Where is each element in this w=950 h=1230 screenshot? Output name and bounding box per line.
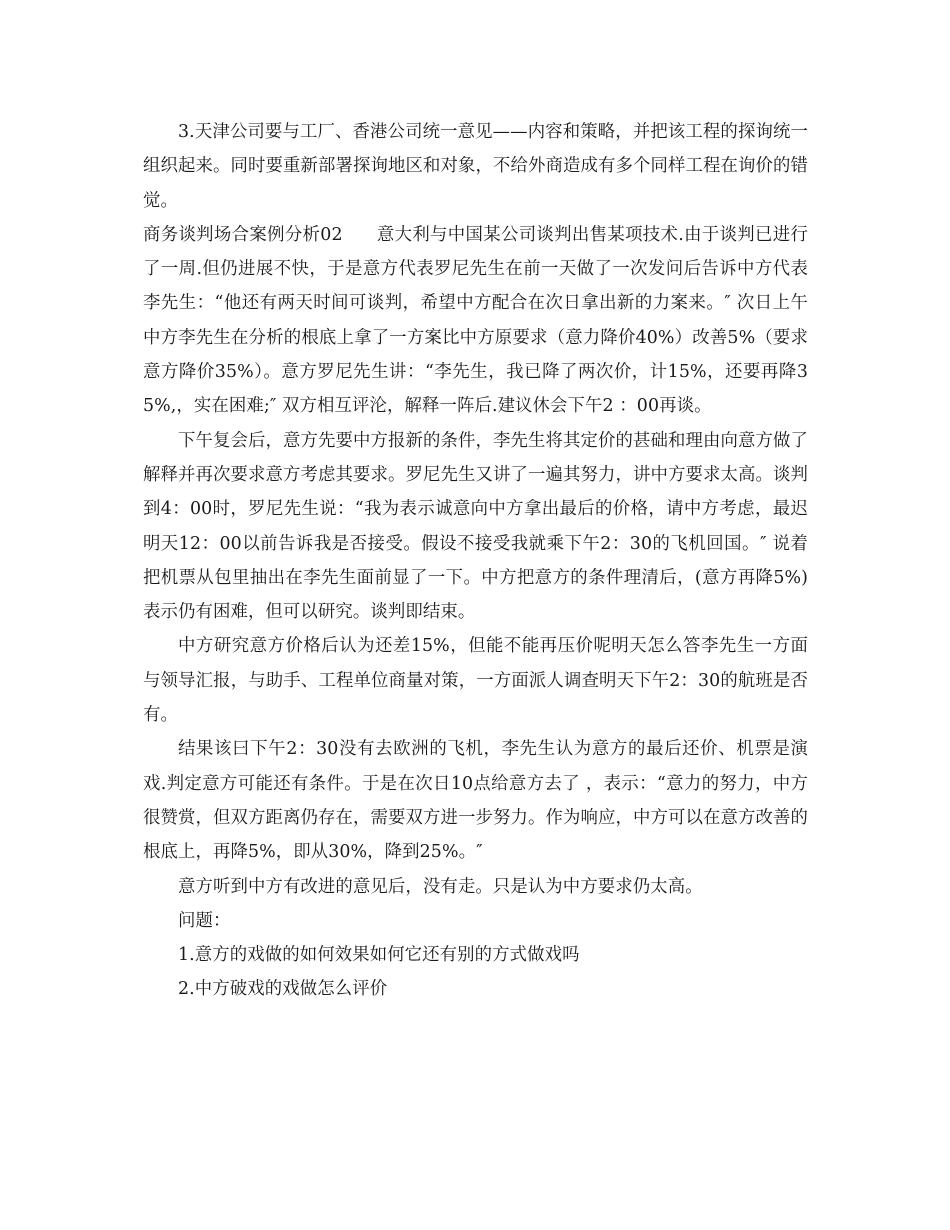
case-heading: 商务谈判场合案例分析02 <box>143 224 343 245</box>
question-2: 2.中方破戏的戏做怎么评价 <box>178 979 388 1000</box>
questions-label: 问题： <box>178 910 231 931</box>
paragraph-2 <box>143 218 808 424</box>
document-body <box>143 115 808 1007</box>
paragraph-4: 中方研究意方价格后认为还差15%，但能不能再压价呢明天怎么答李先生一方面与领导汇报，与助手、工程单位商量对策，一方面派人调查明天下午2：30的航班是否有。 <box>143 636 808 726</box>
paragraph-2-text: 意大利与中国某公司谈判出售某项技术.由于谈判已进行了一周.但仍进展不快，于是意方代表罗尼先生在前一天做了一次发问后告诉中方代表李先生：“他还有两天时间可谈判，希望中方配合在次日拿出新的力案来。″ 次日上午中方李先生在分析的根底上拿了一方案比中方原要求（意力降价40%）改善5%（要求意方降价35%）。意方罗尼先生讲：“李先生，我已降了两次价，计15%，还要再降35%,，实在困难;″ 双方相互评沦，解释一阵后.建议休会下午2 ：00再谈。 <box>143 224 808 417</box>
paragraph-5: 结果该曰下午2：30没有去欧洲的飞机，李先生认为意方的最后还价、机票是演戏.判定意方可能还有条件。于是在次日10点给意方去了 ，表示：“意力的努力，中方很赞赏，但双方距离仍存在，需要双方进一步努力。作为响应，中方可以在意方改善的根底上，再降5%，即从30%，降到25%。″ <box>143 739 808 863</box>
paragraph-3: 下午复会后，意方先要中方报新的条件，李先生将其定价的甚础和理由向意方做了解释并再次要求意方考虑其要求。罗尼先生又讲了一遍其努力，讲中方要求太高。谈判到4：00时，罗尼先生说：“我为表示诚意向中方拿出最后的价格，请中方考虑，最迟明天12：00以前告诉我是否接受。假设不接受我就乘下午2：30的飞机回国。″ 说着把机票从包里抽出在李先生面前显了一下。中方把意方的条件理清后，(意方再降5%)表示仍有困难，但可以研究。谈判即结束。 <box>143 430 808 623</box>
paragraph-6: 意方听到中方有改进的意见后，没有走。只是认为中方要求仍太高。 <box>178 876 703 897</box>
question-1: 1.意方的戏做的如何效果如何它还有别的方式做戏吗 <box>178 945 580 966</box>
paragraph-1: 3.天津公司要与工厂、香港公司统一意见——内容和策略，并把该工程的探询统一组织起来。同时要重新部署探询地区和对象，不给外商造成有多个同样工程在询价的错觉。 <box>143 122 808 211</box>
